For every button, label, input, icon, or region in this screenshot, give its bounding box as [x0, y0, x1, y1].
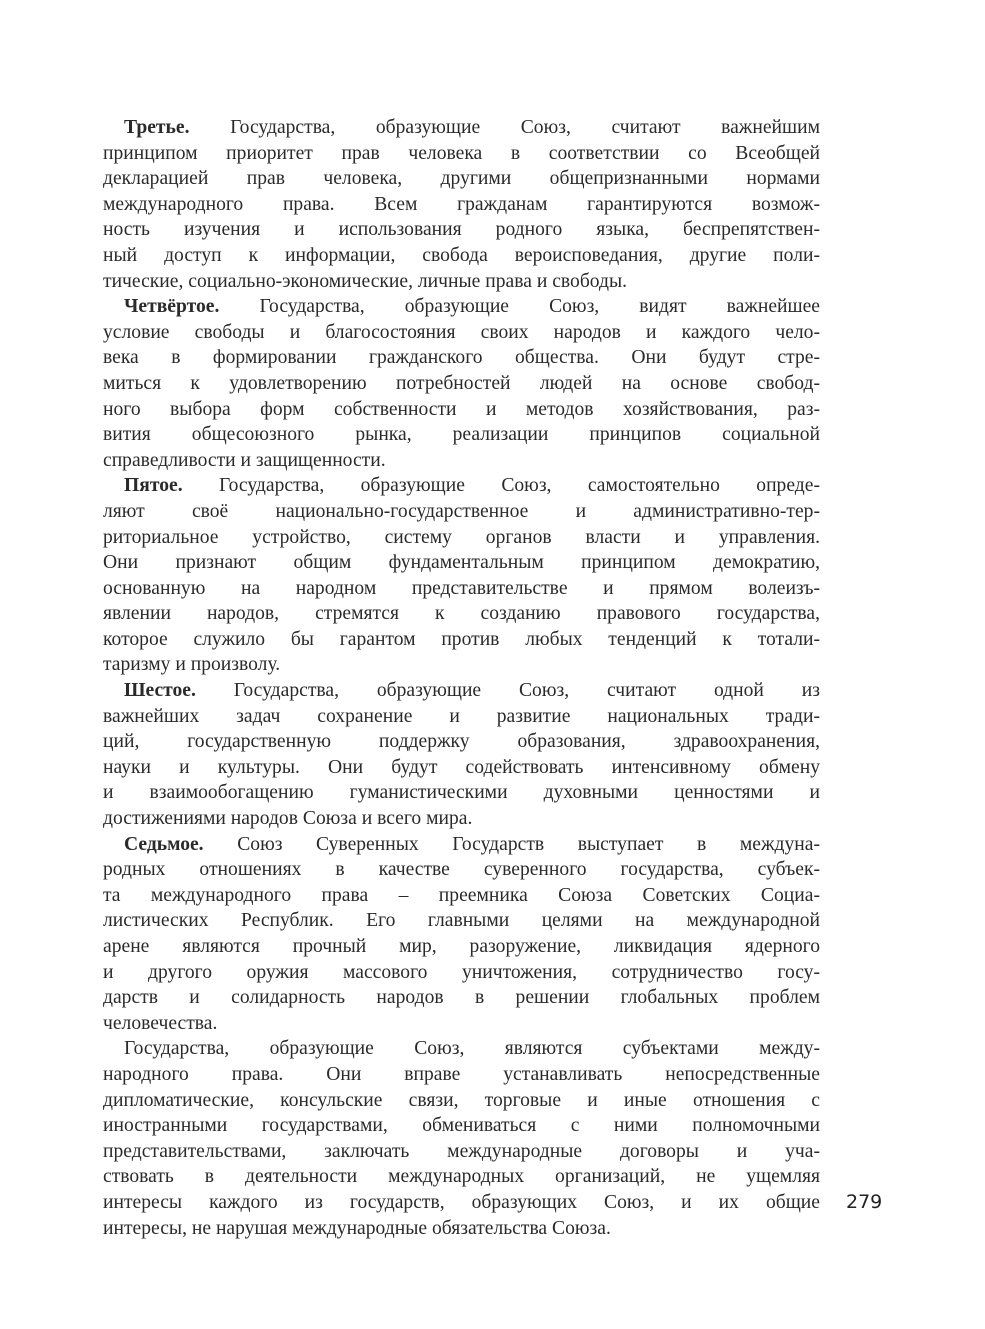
text-line — [103, 269, 820, 295]
line-text: ность изучения и использования родного языка, беспрепятствен- — [103, 219, 820, 241]
text-line — [103, 806, 820, 832]
text-line — [103, 397, 820, 423]
line-text: важнейших задач сохранение и развитие национальных тради- — [103, 705, 820, 727]
line-text: иностранными государствами, обмениваться с ними полномочными — [103, 1115, 820, 1137]
text-line — [103, 780, 820, 806]
text-line — [103, 729, 820, 755]
line-text: принципом приоритет прав человека в соответствии со Всеобщей — [103, 142, 820, 164]
text-line — [103, 1216, 820, 1242]
paragraph — [103, 115, 820, 294]
text-line — [103, 908, 820, 934]
text-line — [103, 627, 820, 653]
paragraph — [103, 294, 820, 473]
line-text: представительствами, заключать международные договоры и уча- — [103, 1140, 820, 1162]
line-text: века в формировании гражданского общества. Они будут стре- — [103, 347, 820, 369]
page-number: 279 — [846, 1191, 883, 1213]
text-line — [103, 243, 820, 269]
line-text: миться к удовлетворению потребностей людей на основе свобод- — [103, 372, 820, 394]
paragraph-lead: Седьмое. — [124, 833, 204, 855]
line-text: ный доступ к информации, свобода вероисповедания, другие поли- — [103, 244, 820, 266]
text-line — [103, 448, 820, 474]
line-text: достижениями народов Союза и всего мира. — [103, 808, 473, 830]
line-text: дарств и солидарность народов в решении глобальных проблем — [103, 987, 820, 1009]
text-line — [103, 499, 820, 525]
line-text: та международного права – преемника Союза Советских Социа- — [103, 884, 820, 906]
line-text: и другого оружия массового уничтожения, сотрудничество госу- — [103, 961, 820, 983]
line-text: Государства, образующие Союз, являются субъектами между- — [124, 1038, 820, 1060]
text-line — [103, 1062, 820, 1088]
paragraph-lead: Четвёртое. — [124, 296, 220, 318]
line-text: справедливости и защищенности. — [103, 449, 386, 471]
line-text: декларацией прав человека, другими общепризнанными нормами — [103, 168, 820, 190]
text-line — [103, 1190, 820, 1216]
paragraph-lead: Шестое. — [124, 680, 196, 702]
text-line — [103, 1164, 820, 1190]
text-line — [103, 1113, 820, 1139]
line-text: родных отношениях в качестве суверенного государства, субъек- — [103, 859, 820, 881]
text-line — [103, 960, 820, 986]
line-text: риториальное устройство, систему органов власти и управления. — [103, 526, 820, 548]
line-text: интересы, не нарушая международные обязательства Союза. — [103, 1217, 611, 1239]
line-text: Государства, образующие Союз, считают одной из — [195, 680, 820, 702]
text-line — [103, 704, 820, 730]
line-text: ций, государственную поддержку образования, здравоохранения, — [103, 731, 820, 753]
text-line — [103, 473, 820, 499]
paragraph — [103, 1036, 820, 1241]
text-line — [103, 550, 820, 576]
line-text: Они признают общим фундаментальным принципом демократию, — [103, 552, 820, 574]
text-line — [103, 192, 820, 218]
line-text: международного права. Всем гражданам гарантируются возмож- — [103, 193, 820, 215]
paragraph — [103, 473, 820, 678]
line-text: вития общесоюзного рынка, реализации принципов социальной — [103, 424, 820, 446]
text-line — [103, 320, 820, 346]
document-body — [103, 115, 820, 1241]
line-text: Союз Суверенных Государств выступает в междуна- — [203, 833, 820, 855]
text-line — [103, 832, 820, 858]
text-line — [103, 883, 820, 909]
line-text: Государства, образующие Союз, видят важнейшее — [219, 296, 820, 318]
text-line — [103, 141, 820, 167]
line-text: ствовать в деятельности международных организаций, не ущемляя — [103, 1166, 820, 1188]
line-text: условие свободы и благосостояния своих народов и каждого чело- — [103, 321, 820, 343]
text-line — [103, 422, 820, 448]
line-text: науки и культуры. Они будут содействовать интенсивному обмену — [103, 756, 820, 778]
text-line — [103, 217, 820, 243]
text-line — [103, 652, 820, 678]
text-line — [103, 345, 820, 371]
paragraph-lead: Третье. — [124, 117, 190, 138]
text-line — [103, 166, 820, 192]
line-text: Государства, образующие Союз, самостоятельно опреде- — [182, 475, 820, 497]
line-text: тические, социально-экономические, личные права и свободы. — [103, 270, 628, 292]
text-line — [103, 857, 820, 883]
line-text: и взаимообогащению гуманистическими духовными ценностями и — [103, 782, 820, 804]
text-line — [103, 755, 820, 781]
text-line — [103, 1139, 820, 1165]
line-text: основанную на народном представительстве и прямом волеизъ- — [103, 577, 820, 599]
line-text: дипломатические, консульские связи, торговые и иные отношения с — [103, 1089, 820, 1111]
line-text: арене являются прочный мир, разоружение, ликвидация ядерного — [103, 936, 820, 957]
line-text: таризму и произволу. — [103, 654, 281, 676]
text-line — [103, 294, 820, 320]
text-line — [103, 678, 820, 704]
text-line — [103, 525, 820, 551]
text-line — [103, 985, 820, 1011]
line-text: ляют своё национально-государственное и административно-тер- — [103, 500, 820, 522]
line-text: явлении народов, стремятся к созданию правового государства, — [103, 603, 820, 625]
line-text: ного выбора форм собственности и методов хозяйствования, раз- — [103, 398, 820, 420]
line-text: народного права. Они вправе устанавливать непосредственные — [103, 1063, 820, 1085]
line-text: интересы каждого из государств, образующих Союз, и их общие — [103, 1191, 820, 1213]
text-line — [103, 371, 820, 397]
line-text: Государства, образующие Союз, считают важнейшим — [189, 117, 820, 138]
line-text: которое служило бы гарантом против любых тенденций к тотали- — [103, 628, 820, 650]
text-line — [103, 601, 820, 627]
text-line — [103, 115, 820, 141]
text-line — [103, 576, 820, 602]
text-line — [103, 1088, 820, 1114]
line-text: человечества. — [103, 1012, 218, 1034]
paragraph-lead: Пятое. — [124, 475, 183, 497]
line-text: листических Республик. Его главными целями на международной — [103, 910, 820, 932]
text-line — [103, 934, 820, 960]
paragraph — [103, 678, 820, 832]
text-line — [103, 1011, 820, 1037]
text-line — [103, 1036, 820, 1062]
paragraph — [103, 832, 820, 1037]
